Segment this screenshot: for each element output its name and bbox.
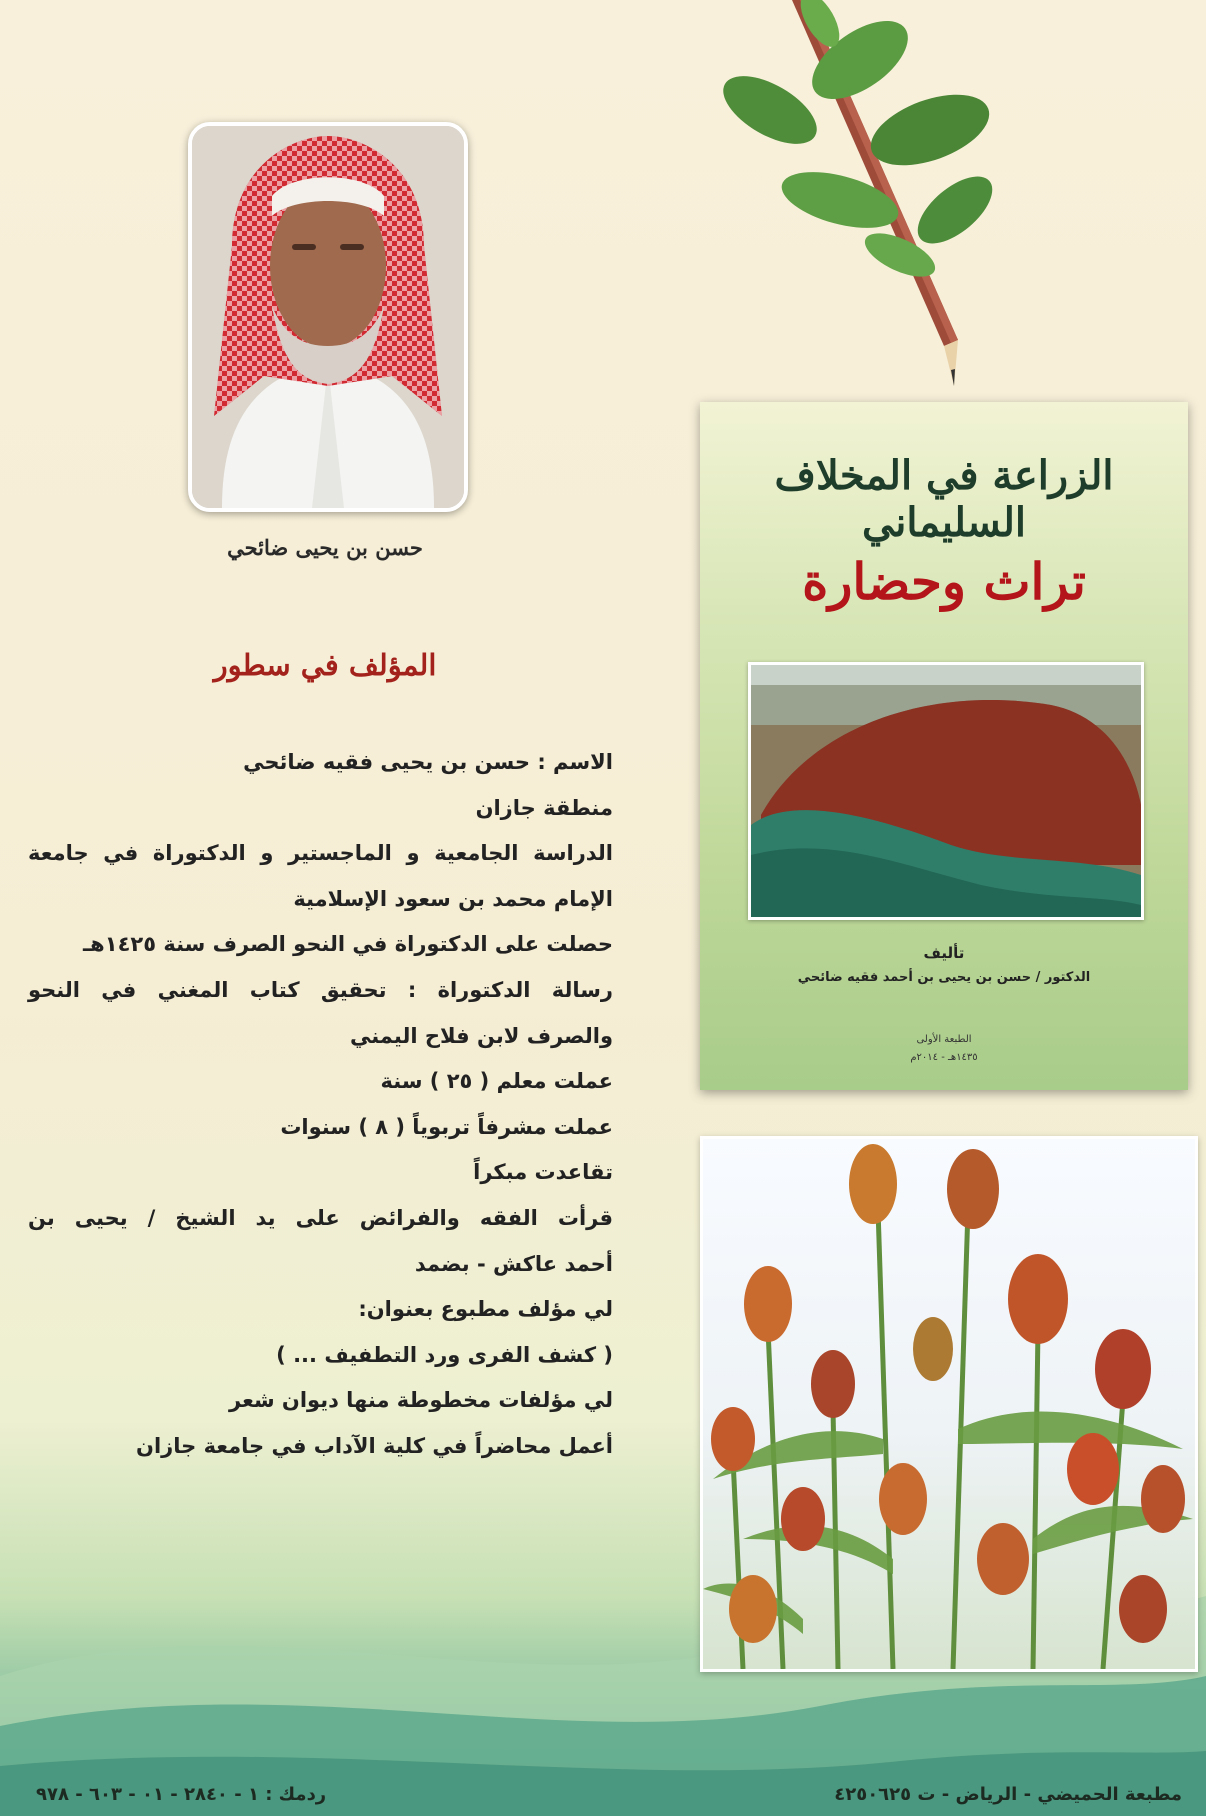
bio-line-thesis-cont: والصرف لابن فلاح اليمني (349, 1023, 613, 1048)
bio-line-thesis: رسالة الدكتوراة : تحقيق كتاب المغني في النحو (28, 977, 613, 1002)
book-title: الزراعة في المخلاف السليماني (774, 452, 1114, 546)
bio-line-university: الإمام محمد بن سعود الإسلامية (293, 886, 613, 911)
sorghum-plants-photo (700, 1136, 1198, 1672)
book-by-label: تأليف (923, 944, 965, 962)
author-photo (188, 122, 468, 512)
bio-line-current-job: أعمل محاضراً في كلية الآداب في جامعة جازان (136, 1433, 613, 1458)
bio-line-region: منطقة جازان (475, 795, 613, 820)
bio-line-retired: تقاعدت مبكراً (473, 1160, 613, 1185)
book-cover-photo (748, 662, 1144, 920)
author-photo-caption: حسن بن يحيى ضائحي (227, 535, 423, 560)
bio-line-manuscripts: لي مؤلفات مخطوطة منها ديوان شعر (229, 1388, 613, 1413)
author-bio-list (28, 740, 613, 1470)
bio-line-name: الاسم : حسن بن يحيى فقيه ضائحي (243, 750, 613, 774)
book-subtitle: تراث وحضارة (802, 552, 1086, 611)
bio-line-studied: قرأت الفقه والفرائض على يد الشيخ / يحيى بن (28, 1205, 613, 1230)
bio-line-teacher-years: عملت معلم ( ٢٥ ) سنة (380, 1069, 613, 1094)
bio-line-doctorate-year: حصلت على الدكتوراة في النحو الصرف سنة ١٤٢٥هـ (83, 932, 613, 957)
bio-line-studied-cont: أحمد عاكش - بضمد (414, 1251, 613, 1276)
book-edition: الطبعة الأولى (916, 1034, 972, 1045)
footer-isbn: ردمك : ١ - ٢٨٤٠ - ٠١ - ٦٠٣ - ٩٧٨ (36, 1784, 327, 1805)
footer-publisher: مطبعة الحميضي - الرياض - ت ٤٢٥٠٦٢٥ (834, 1784, 1182, 1805)
book-cover (700, 402, 1188, 1090)
bio-line-printed-work-title: ( كشف الفرى ورد التطفيف ... ) (276, 1342, 613, 1367)
bio-line-supervisor-years: عملت مشرفاً تربوياً ( ٨ ) سنوات (280, 1114, 613, 1139)
book-author: الدكتور / حسن بن يحيى بن أحمد فقيه ضائحي (797, 970, 1091, 985)
book-year: ١٤٣٥هـ - ٢٠١٤م (910, 1052, 978, 1063)
bio-line-education: الدراسة الجامعية و الماجستير و الدكتوراة في جامعة (28, 841, 613, 866)
section-heading: المؤلف في سطور (213, 648, 437, 682)
bio-line-printed-work: لي مؤلف مطبوع بعنوان: (358, 1297, 613, 1322)
pencil-plant-illustration (700, 0, 1030, 400)
